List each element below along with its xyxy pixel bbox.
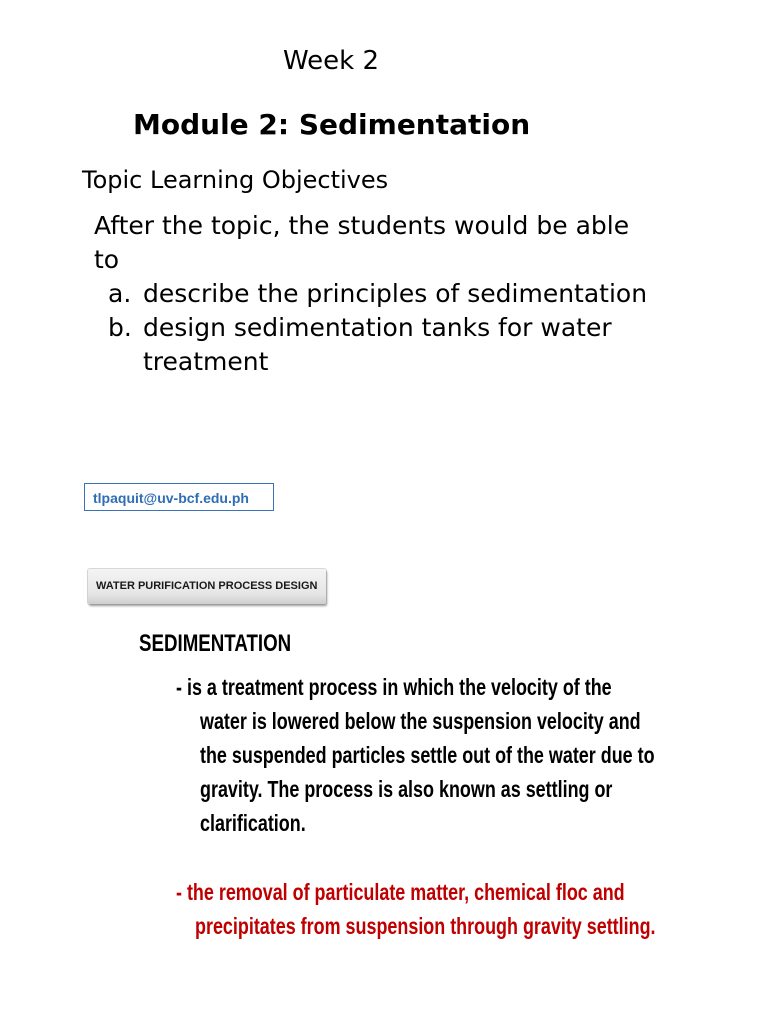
objective-b-text-continued: treatment — [143, 347, 269, 376]
objectives-intro-line-2: to — [94, 245, 120, 274]
objectives-intro-line-1: After the topic, the students would be able — [94, 211, 630, 240]
objectives-heading: Topic Learning Objectives — [82, 166, 389, 194]
definition-line: gravity. The process is also known as settling or — [200, 776, 613, 802]
week-label: Week 2 — [283, 46, 380, 76]
definition-line: water is lowered below the suspension velocity and — [200, 708, 641, 734]
highlight-definition-line: - the removal of particulate matter, chemical floc and — [176, 879, 625, 905]
definition-line: clarification. — [200, 810, 306, 836]
definition-line: - is a treatment process in which the velocity of the — [176, 674, 612, 700]
objective-a-marker: a. — [108, 279, 132, 308]
sedimentation-heading: SEDIMENTATION — [139, 630, 292, 657]
objective-a-text: describe the principles of sedimentation — [143, 279, 648, 308]
module-title: Module 2: Sedimentation — [133, 108, 531, 141]
course-banner-label: WATER PURIFICATION PROCESS DESIGN — [96, 580, 318, 592]
objective-b-text: design sedimentation tanks for water — [143, 313, 612, 342]
email-link-box[interactable] — [84, 483, 274, 511]
course-banner — [88, 569, 326, 604]
objective-b-marker: b. — [108, 313, 132, 342]
highlight-definition-line: precipitates from suspension through gravity settling. — [195, 913, 656, 939]
definition-line: the suspended particles settle out of the water due to — [200, 742, 655, 768]
email-link[interactable]: tlpaquit@uv-bcf.edu.ph — [93, 490, 249, 506]
